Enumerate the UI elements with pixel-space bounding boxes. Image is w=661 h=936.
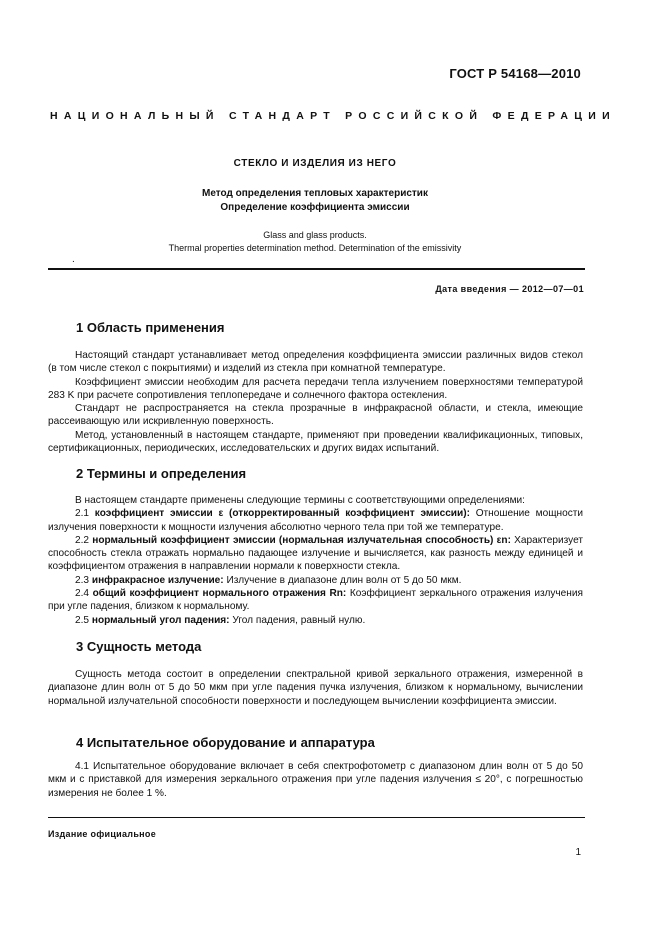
definition-2-1: 2.1 коэффициент эмиссии ε (откорректированный коэффициент эмиссии): Отношение мощности излучения поверхности к мощности излучения абсолютно черного тела при той же температуре. [48,508,584,533]
document-subtitle-2: Определение коэффициента эмиссии [220,202,410,213]
section-1-heading: 1 Область применения [76,320,225,335]
section-2-heading: 2 Термины и определения [76,466,247,481]
footer-divider [48,817,585,818]
paragraph: 4.1 Испытательное оборудование включает в себя спектрофотометр с диапазоном длин волн от 5 до 50 мкм и с приставкой для измерения зеркального отражения при угле падения излучения ≤ 20°, с погрешностью измерения не более 1 %. [48,761,583,799]
edition-label: Издание официальное [48,829,157,839]
page-number: 1 [575,847,581,858]
document-subtitle-1: Метод определения тепловых характеристик [202,188,428,199]
section-2-body [48,494,583,627]
english-title-2: Thermal properties determination method. Determination of the emissivity [168,243,462,253]
english-title-1: Glass and glass products. [263,230,367,240]
section-4-body [48,760,583,800]
paragraph: Стандарт не распространяется на стекла прозрачные в инфракрасной области, и стекла, имеющие рассеивающую или искривленную поверхность. [48,403,583,428]
introduction-date: Дата введения — 2012—07—01 [435,284,584,294]
standard-code: ГОСТ Р 54168—2010 [449,66,581,81]
section-3-body [48,668,583,708]
definition-2-2: 2.2 нормальный коэффициент эмиссии (нормальная излучательная способность) εn: Характеризует способность стекла отражать нормально падающее излучение и вычисляется, как разность между единицей и коэффициентом отражения в направлении нормали к поверхности стекла. [48,534,583,573]
paragraph: Сущность метода состоит в определении спектральной кривой зеркального отражения, измеренной в диапазоне длин волн от 5 до 50 мкм при угле падения пучка излучения, близком к нормальному, вычислении нормальной излучательной способности поверхности и последующем вычислении коэффициента эмиссии. [48,669,583,707]
paragraph: В настоящем стандарте применены следующие термины с соответствующими определениями: [75,495,525,506]
national-standard-banner: НАЦИОНАЛЬНЫЙ СТАНДАРТ РОССИЙСКОЙ ФЕДЕРАЦИИ [50,110,616,122]
paragraph: Коэффициент эмиссии необходим для расчета передачи тепла излучением поверхностями температурой 283 K при расчете сопротивления теплопередаче и солнечного фактора остекления. [48,376,583,401]
paragraph: Метод, установленный в настоящем стандарте, применяют при проведении квалификационных, типовых, сертификационных, периодических, исследовательских и других видах испытаний. [48,429,583,455]
stray-dot: . [72,254,75,265]
document-title: СТЕКЛО И ИЗДЕЛИЯ ИЗ НЕГО [233,158,397,169]
section-4-heading: 4 Испытательное оборудование и аппаратура [76,735,375,750]
definition-2-3: 2.3 инфракрасное излучение: Излучение в диапазоне длин волн от 5 до 50 мкм. [75,574,462,586]
title-divider [48,268,585,270]
section-3-heading: 3 Сущность метода [76,639,202,654]
paragraph: Настоящий стандарт устанавливает метод определения коэффициента эмиссии различных видов стекол (в том числе стекол с покрытиями) и изделий из стекла при комнатной температуре. [48,350,583,375]
section-1-body [48,349,583,455]
definition-2-5: 2.5 нормальный угол падения: Угол падения, равный нулю. [75,614,366,626]
definition-2-4: 2.4 общий коэффициент нормального отражения Rn: Коэффициент зеркального отражения излучения при угле падения, близком к нормальному. [48,588,583,613]
